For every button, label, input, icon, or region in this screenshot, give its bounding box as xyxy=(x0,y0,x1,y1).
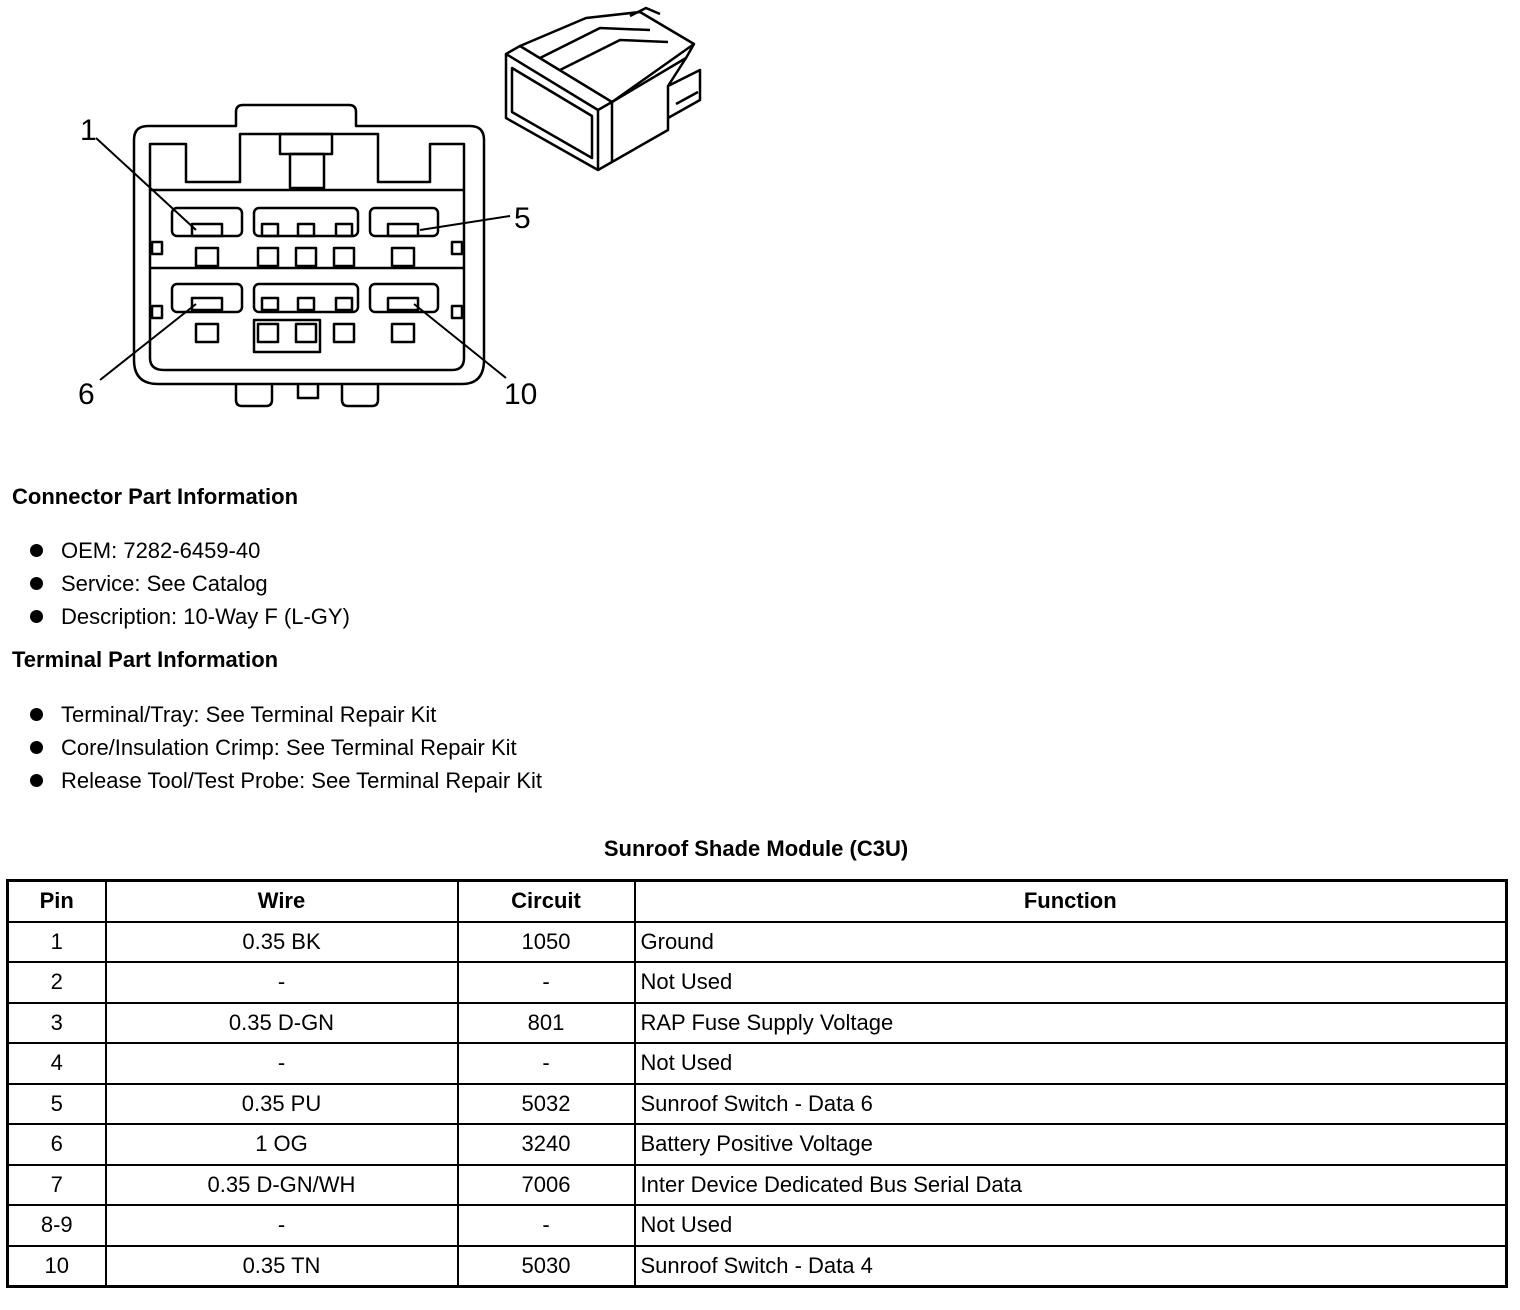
leader-line-6 xyxy=(100,304,196,380)
cell-circuit: - xyxy=(458,962,635,1003)
cell-wire: 0.35 TN xyxy=(106,1246,458,1287)
callout-pin-5: 5 xyxy=(514,202,531,235)
header-wire: Wire xyxy=(106,881,458,922)
list-item: Service: See Catalog xyxy=(30,567,350,600)
table-body xyxy=(8,922,1507,1287)
cavity-5 xyxy=(370,208,438,236)
list-item: Core/Insulation Crimp: See Terminal Repair Kit xyxy=(30,731,542,764)
table-row xyxy=(8,1246,1507,1287)
table-header-row xyxy=(8,881,1507,922)
cell-pin: 2 xyxy=(8,962,106,1003)
leader-line-1 xyxy=(96,138,196,230)
bullet-icon xyxy=(30,741,43,754)
cell-wire: 1 OG xyxy=(106,1124,458,1165)
cell-circuit: 1050 xyxy=(458,922,635,963)
cell-function: Inter Device Dedicated Bus Serial Data xyxy=(635,1165,1507,1206)
bullet-icon xyxy=(30,577,43,590)
cell-wire: - xyxy=(106,962,458,1003)
table-row xyxy=(8,1165,1507,1206)
cell-wire: - xyxy=(106,1043,458,1084)
table-row xyxy=(8,1043,1507,1084)
cell-pin: 4 xyxy=(8,1043,106,1084)
connector-bottom-tab xyxy=(236,384,272,406)
connector-latch xyxy=(280,134,332,154)
list-item: Terminal/Tray: See Terminal Repair Kit xyxy=(30,698,542,731)
table-row xyxy=(8,1124,1507,1165)
connector-diagram xyxy=(0,0,760,440)
cell-pin: 3 xyxy=(8,1003,106,1044)
cell-function: Battery Positive Voltage xyxy=(635,1124,1507,1165)
table-row xyxy=(8,1205,1507,1246)
list-item: Description: 10-Way F (L-GY) xyxy=(30,600,350,633)
cell-pin: 10 xyxy=(8,1246,106,1287)
connector-part-info-list xyxy=(30,534,350,633)
terminal-part-info-list xyxy=(30,698,542,797)
cell-wire: 0.35 D-GN xyxy=(106,1003,458,1044)
cell-pin: 7 xyxy=(8,1165,106,1206)
header-circuit: Circuit xyxy=(458,881,635,922)
cavity-1 xyxy=(172,208,242,236)
bullet-icon xyxy=(30,708,43,721)
connector-part-info-title: Connector Part Information xyxy=(12,484,299,509)
cell-circuit: 5030 xyxy=(458,1246,635,1287)
callout-pin-1: 1 xyxy=(80,114,97,147)
table-row xyxy=(8,1003,1507,1044)
cell-wire: - xyxy=(106,1205,458,1246)
table-row xyxy=(8,962,1507,1003)
callout-pin-6: 6 xyxy=(78,378,95,411)
connector-bottom-tab xyxy=(298,384,318,398)
cell-function: Sunroof Switch - Data 6 xyxy=(635,1084,1507,1125)
cell-function: Sunroof Switch - Data 4 xyxy=(635,1246,1507,1287)
cell-circuit: 3240 xyxy=(458,1124,635,1165)
list-item: Release Tool/Test Probe: See Terminal Repair Kit xyxy=(30,764,542,797)
terminal-part-info-title: Terminal Part Information xyxy=(12,647,279,672)
connector-isometric-view xyxy=(506,8,700,170)
cell-function: Ground xyxy=(635,922,1507,963)
table-title: Sunroof Shade Module (C3U) xyxy=(603,836,909,861)
cell-pin: 1 xyxy=(8,922,106,963)
bullet-icon xyxy=(30,774,43,787)
cell-wire: 0.35 D-GN/WH xyxy=(106,1165,458,1206)
header-pin: Pin xyxy=(8,881,106,922)
cell-circuit: - xyxy=(458,1043,635,1084)
connector-bottom-tab xyxy=(342,384,378,406)
cell-function: Not Used xyxy=(635,1043,1507,1084)
callout-pin-10: 10 xyxy=(504,378,538,411)
header-function: Function xyxy=(635,881,1507,922)
table-row xyxy=(8,1084,1507,1125)
list-item: OEM: 7282-6459-40 xyxy=(30,534,350,567)
cell-wire: 0.35 BK xyxy=(106,922,458,963)
bullet-icon xyxy=(30,544,43,557)
cell-function: RAP Fuse Supply Voltage xyxy=(635,1003,1507,1044)
cell-circuit: - xyxy=(458,1205,635,1246)
cell-wire: 0.35 PU xyxy=(106,1084,458,1125)
cell-pin: 8-9 xyxy=(8,1205,106,1246)
bullet-icon xyxy=(30,610,43,623)
cell-pin: 5 xyxy=(8,1084,106,1125)
table-row xyxy=(8,922,1507,963)
pinout-table xyxy=(6,879,1508,1288)
cell-pin: 6 xyxy=(8,1124,106,1165)
cell-circuit: 7006 xyxy=(458,1165,635,1206)
cavity-2-4 xyxy=(254,208,358,236)
cell-function: Not Used xyxy=(635,1205,1507,1246)
cell-circuit: 5032 xyxy=(458,1084,635,1125)
cell-function: Not Used xyxy=(635,962,1507,1003)
cell-circuit: 801 xyxy=(458,1003,635,1044)
